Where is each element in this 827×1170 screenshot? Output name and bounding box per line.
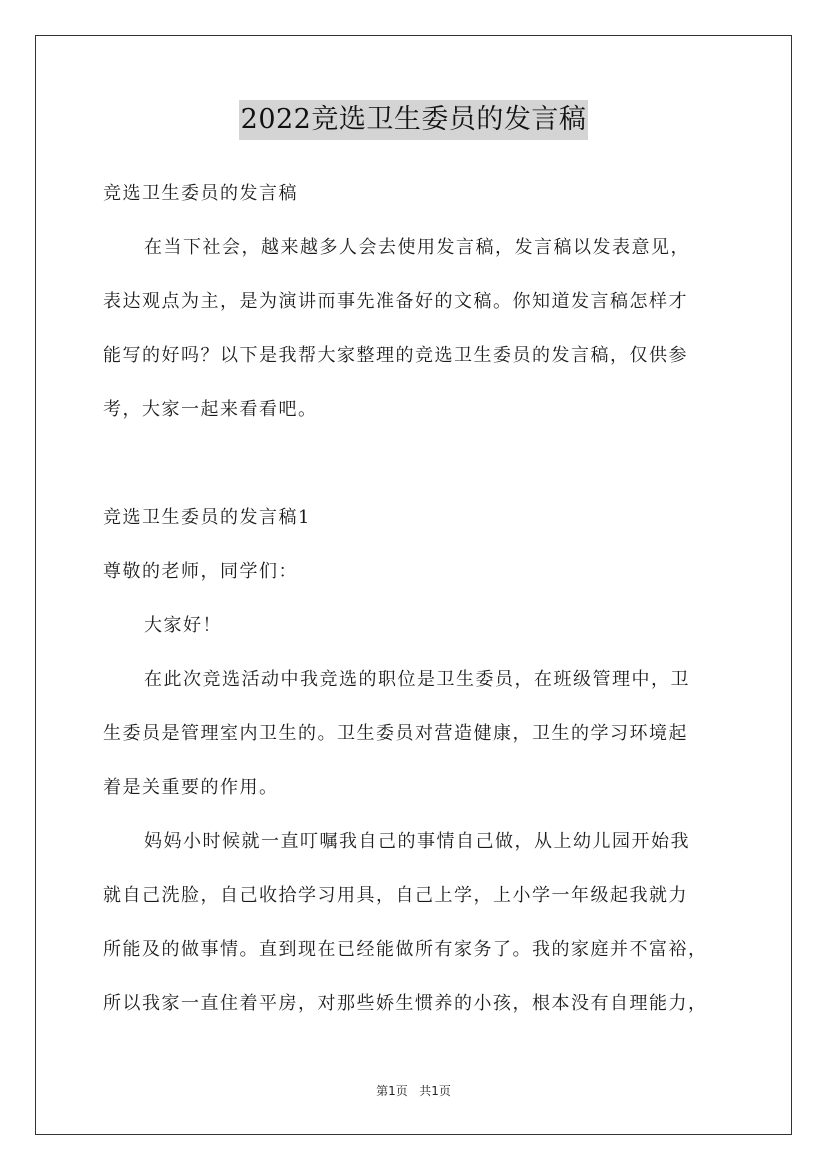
intro-line-2: 表达观点为主，是为演讲而事先准备好的文稿。你知道发言稿怎样才 [103, 291, 688, 312]
document-body [103, 173, 735, 1037]
para1-line-1: 在此次竞选活动中我竞选的职位是卫生委员，在班级管理中，卫 [144, 669, 690, 690]
page-total: 共1页 [419, 1084, 451, 1098]
page-footer [0, 1082, 827, 1099]
title-container [0, 100, 827, 140]
para1-line-3: 着是关重要的作用。 [103, 777, 279, 798]
para2-line-4: 所以我家一直住着平房，对那些娇生惯养的小孩，根本没有自理能力， [103, 993, 708, 1014]
section-spacer [103, 443, 735, 497]
salutation-line: 尊敬的老师，同学们： [103, 561, 298, 582]
intro-line-4: 考，大家一起来看看吧。 [103, 399, 318, 420]
intro-line-1: 在当下社会，越来越多人会去使用发言稿，发言稿以发表意见， [144, 237, 690, 258]
para1-line-2: 生委员是管理室内卫生的。卫生委员对营造健康，卫生的学习环境起 [103, 723, 688, 744]
para2-line-2: 就自己洗脸，自己收拾学习用具，自己上学，上小学一年级起我就力 [103, 885, 688, 906]
document-title: 2022竞选卫生委员的发言稿 [239, 100, 589, 140]
para2-line-3: 所能及的做事情。直到现在已经能做所有家务了。我的家庭并不富裕， [103, 939, 708, 960]
page-number: 第1页 [376, 1084, 408, 1098]
section-heading: 竞选卫生委员的发言稿1 [103, 507, 311, 528]
para2-line-1: 妈妈小时候就一直叮嘱我自己的事情自己做，从上幼儿园开始我 [144, 831, 690, 852]
greeting-line: 大家好！ [144, 615, 222, 636]
subtitle-line: 竞选卫生委员的发言稿 [103, 183, 298, 204]
intro-line-3: 能写的好吗？以下是我帮大家整理的竞选卫生委员的发言稿，仅供参 [103, 345, 688, 366]
